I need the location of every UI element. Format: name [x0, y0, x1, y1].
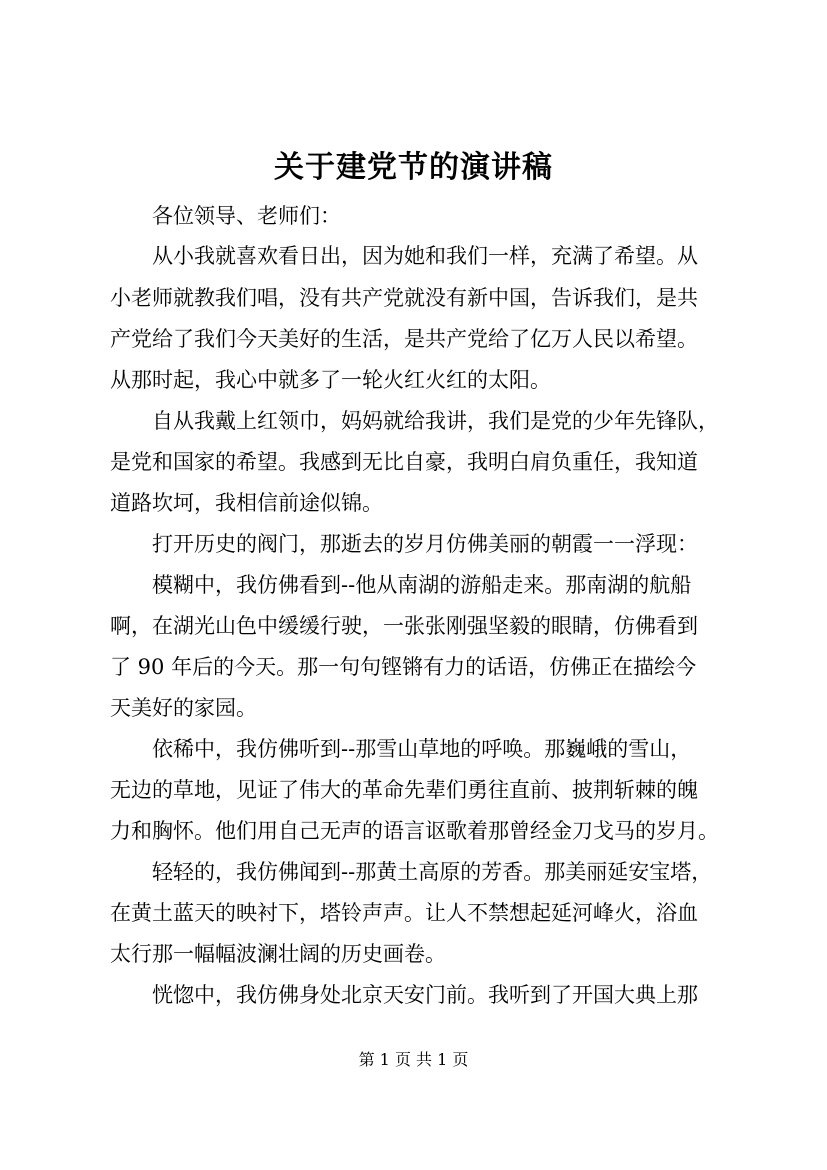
text-line: 自从我戴上红领巾，妈妈就给我讲，我们是党的少年先锋队，: [152, 409, 719, 433]
text-line: 从小我就喜欢看日出，因为她和我们一样，充满了希望。从: [152, 244, 698, 268]
text-line: 各位领导、老师们：: [152, 204, 341, 228]
text-line: 天美好的家园。: [110, 696, 257, 720]
text-line: 力和胸怀。他们用自己无声的语言讴歌着那曾经金刀戈马的岁月。: [110, 819, 719, 843]
text-line: 依稀中，我仿佛听到--那雪山草地的呼唤。那巍峨的雪山，: [152, 737, 692, 761]
text-line: 打开历史的阀门，那逝去的岁月仿佛美丽的朝霞一一浮现：: [152, 532, 698, 556]
page-footer: 第 1 页 共 1 页: [358, 1050, 469, 1069]
text-line: 道路坎坷，我相信前途似锦。: [110, 491, 383, 515]
text-line: 太行那一幅幅波澜壮阔的历史画卷。: [110, 942, 446, 966]
text-line: 了 90 年后的今天。那一句句铿锵有力的话语，仿佛正在描绘今: [110, 655, 697, 679]
text-line: 是党和国家的希望。我感到无比自豪，我明白肩负重任，我知道: [110, 450, 698, 474]
text-line: 恍惚中，我仿佛身处北京天安门前。我听到了开国大典上那: [152, 983, 698, 1007]
text-line: 从那时起，我心中就多了一轮火红火红的太阳。: [110, 368, 551, 392]
text-line: 产党给了我们今天美好的生活，是共产党给了亿万人民以希望。: [110, 327, 698, 351]
text-line: 无边的草地，见证了伟大的革命先辈们勇往直前、披荆斩棘的魄: [110, 778, 698, 802]
text-line: 在黄土蓝天的映衬下，塔铃声声。让人不禁想起延河峰火，浴血: [110, 901, 698, 925]
document-title: 关于建党节的演讲稿: [274, 150, 553, 185]
text-line: 小老师就教我们唱，没有共产党就没有新中国，告诉我们，是共: [110, 286, 698, 310]
text-line: 轻轻的，我仿佛闻到--那黄土高原的芳香。那美丽延安宝塔，: [152, 860, 713, 884]
text-line: 啊，在湖光山色中缓缓行驶，一张张刚强坚毅的眼睛，仿佛看到: [110, 614, 698, 638]
text-line: 模糊中，我仿佛看到--他从南湖的游船走来。那南湖的航船: [152, 573, 692, 597]
